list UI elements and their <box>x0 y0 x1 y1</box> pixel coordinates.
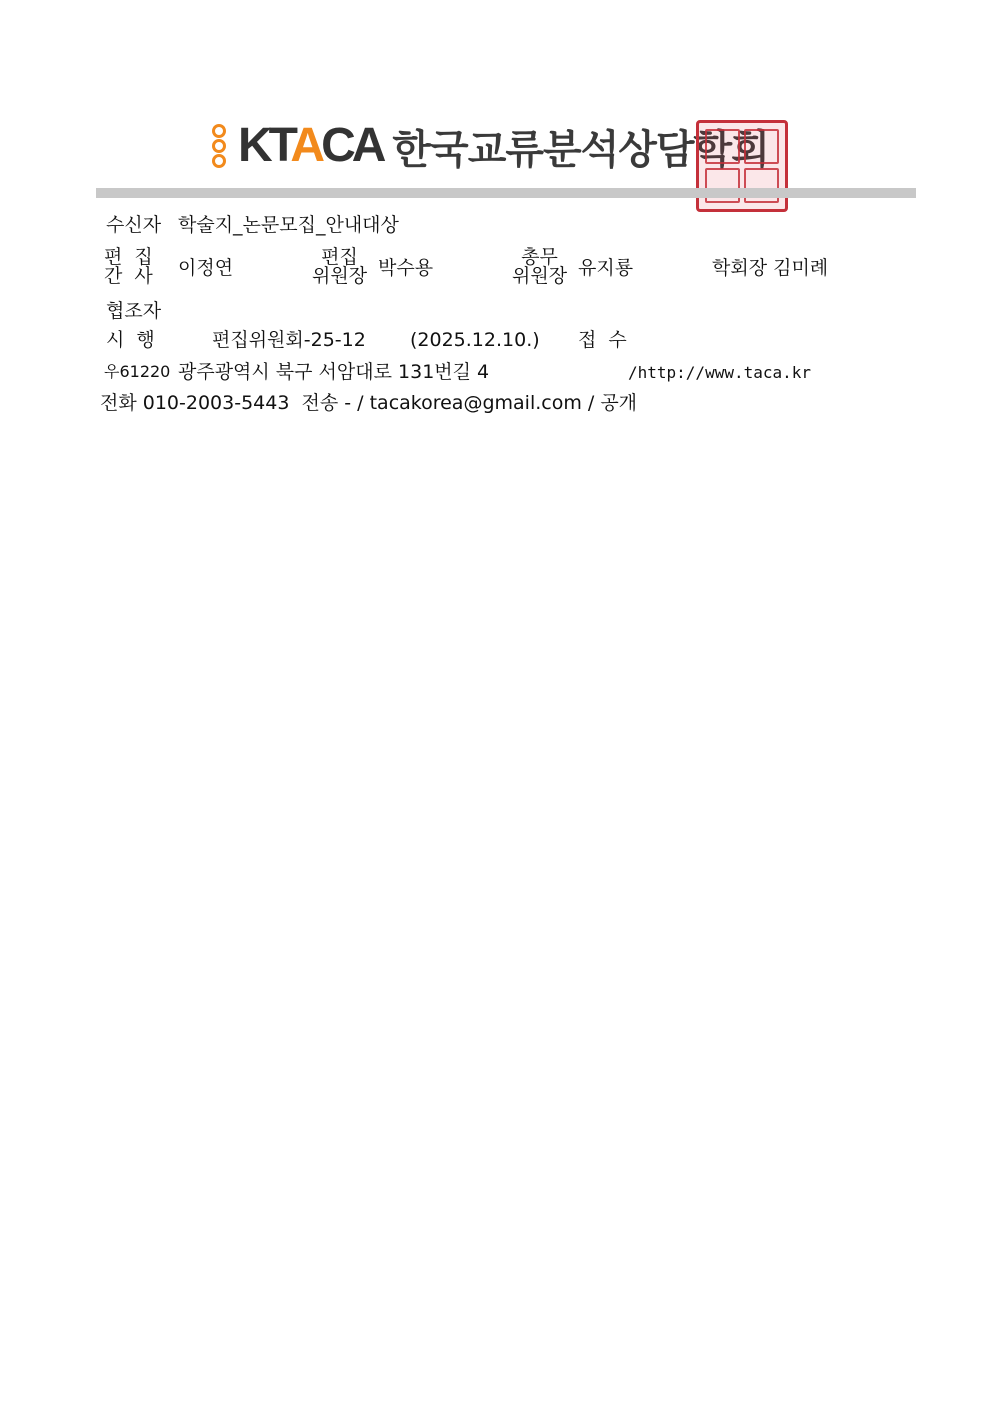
logo-rings-icon <box>210 122 236 170</box>
org-logo <box>210 118 769 174</box>
president-name: 학회장 김미례 <box>712 257 829 279</box>
logo-wordmark: KTACA <box>238 119 383 172</box>
recipient-value: 학술지_논문모집_안내대상 <box>178 214 399 236</box>
cooperator-label: 협조자 <box>106 300 162 322</box>
org-name: 한국교류분석상담학회 <box>392 126 769 173</box>
header-divider <box>96 188 916 198</box>
receipt-label: 접 수 <box>578 329 627 351</box>
document-number: 편집위원회-25-12 <box>212 329 366 351</box>
website-link[interactable]: /http://www.taca.kr <box>628 363 812 382</box>
general-chair-label: 총무 위원장 <box>512 246 568 287</box>
contact-line: 전화 010-2003-5443 전송 - / tacakorea@gmail.com / 공개 <box>100 392 638 414</box>
recipient-label: 수신자 <box>106 214 162 236</box>
editorial-chair-name: 박수용 <box>378 257 434 279</box>
editor-secretary-name: 이정연 <box>178 257 234 279</box>
enforcement-date: (2025.12.10.) <box>410 329 540 351</box>
street-address: 광주광역시 북구 서암대로 131번길 4 <box>178 361 490 383</box>
editor-secretary-label: 편 집 간 사 <box>104 246 153 287</box>
editorial-chair-label: 편집 위원장 <box>312 246 368 287</box>
postal-code: 우61220 <box>104 362 171 381</box>
official-seal-stamp <box>696 120 788 212</box>
enforcement-label: 시 행 <box>106 329 155 351</box>
general-chair-name: 유지룡 <box>578 257 634 279</box>
